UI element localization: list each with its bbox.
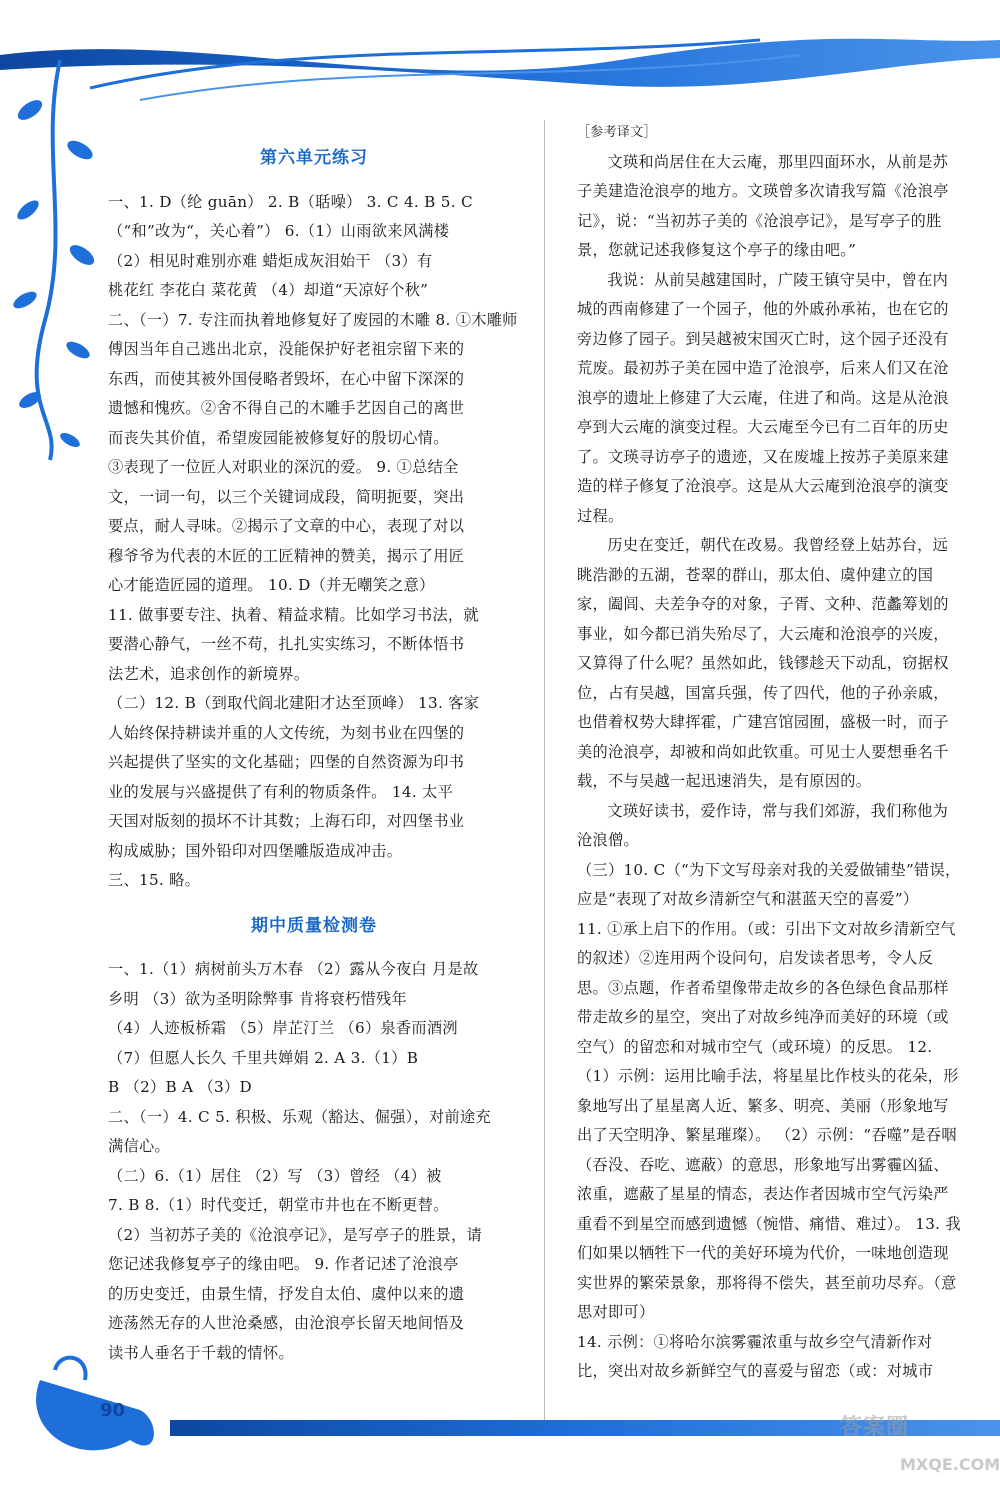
answer-line: 穆爷爷为代表的木匠的工匠精神的赞美，揭示了用匠 xyxy=(108,546,465,565)
answer-line: 心才能造匠园的道理。 10. D（并无嘲笑之意） xyxy=(108,576,435,594)
answer-line: 三、15. 略。 xyxy=(108,871,201,889)
translation-paragraph: 我说：从前吴越建国时，广陵王镇守吴中，曾在内城的西南修建了一个园子，他的外戚孙承祐，也在它的旁边修了园子。到吴越被宋国灭亡时，这个园子还没有荒废。最初苏子美在园中造了沧浪亭，后来人们又在沧浪亭的遗址上修建了大云庵，住进了和尚。这是从沧浪亭到大云庵的演变过程。大云庵至今已有二百年的历史了。文瑛寻访亭子的遗迹，又在废墟上按苏子美原来建造的样子修复了沧浪亭。这是从大云庵到沧浪亭的演变过程。 xyxy=(577,270,949,525)
answer-line: 乡明 （3）欲为圣明除弊事 肯将衰朽惜残年 xyxy=(108,989,407,1008)
translation-paragraph: 文瑛好读书，爱作诗，常与我们郊游，我们称他为沧浪僧。 xyxy=(577,801,949,849)
answer-line: 要潜心静气，一丝不苟，扎扎实实练习，不断体悟书 xyxy=(108,635,465,653)
translation-paragraph: 文瑛和尚居住在大云庵，那里四面环水，从前是苏子美建造沧浪亭的地方。文瑛曾多次请我写篇《沧浪亭记》，说：“当初苏子美的《沧浪亭记》，是写亭子的胜景，您就记述我修复这个亭子的缘由吧。” xyxy=(577,152,949,259)
watermark-logo: 答案圈 xyxy=(840,1415,910,1440)
left-column xyxy=(108,140,520,1368)
answer-line: 您记述我修复亭子的缘由吧。 9. 作者记述了沧浪亭 xyxy=(108,1255,459,1273)
header-swoosh xyxy=(0,39,1000,100)
answer-line: 人始终保持耕读并重的人文传统，为刻书业在四堡的 xyxy=(108,723,465,742)
watermark-url: MXQE.COM xyxy=(900,1455,1000,1474)
answer-line: 构成威胁；国外铅印对四堡雕版造成冲击。 xyxy=(108,841,403,860)
answer-line: 满信心。 xyxy=(108,1137,170,1155)
answer-line: （二）6.（1）居住 （2）写 （3）曾经 （4）被 xyxy=(108,1166,442,1185)
midterm-answers xyxy=(108,955,520,1368)
right-column xyxy=(577,118,962,1387)
page-number: 90 xyxy=(100,1400,126,1421)
translation-paragraph: 历史在变迁，朝代在改易。我曾经登上姑苏台，远眺浩渺的五湖，苍翠的群山，那太伯、虞仲建立的国家，阖闾、夫差争夺的对象，子胥、文种、范蠡筹划的事业，如今都已消失殆尽了，大云庵和沧浪亭的兴废，又算得了什么呢？虽然如此，钱镠趁天下动乱，窃据权位，占有吴越，国富兵强，传了四代，他的子孙亲戚，也借着权势大肆挥霍，广建宫馆园囿，盛极一时，而子美的沧浪亭，却被和尚如此钦重。可见士人要想垂名千载，不与吴越一起迅速消失，是有原因的。 xyxy=(577,536,949,790)
answer-paragraph: 14. 示例：①将哈尔滨雾霾浓重与故乡空气清新作对比，突出对故乡新鲜空气的喜爱与留恋（或：对城市 xyxy=(577,1332,934,1380)
answer-line: 一、1.（1）病树前头万木春 （2）露从今夜白 月是故 xyxy=(108,960,479,978)
section-title-midterm: 期中质量检测卷 xyxy=(251,915,377,936)
answer-line: 文，一词一句，以三个关键词成段，简明扼要，突出 xyxy=(108,487,465,506)
answer-line: ③表现了一位匠人对职业的深沉的爱。 9. ①总结全 xyxy=(108,458,459,476)
answer-line: B （2）B A （3）D xyxy=(108,1078,252,1096)
part3-answers xyxy=(577,856,962,1387)
answer-line: 一、1. D（纶 guān） 2. B（聒噪） 3. C 4. B 5. C xyxy=(108,192,473,211)
answer-line: 而丧失其价值，希望废园能被修复好的殷切心情。 xyxy=(108,428,449,447)
answer-line: 傅因当年自己逃出北京，没能保护好老祖宗留下来的 xyxy=(108,340,465,358)
answer-line: （7）但愿人长久 千里共婵娟 2. A 3.（1）B xyxy=(108,1048,419,1067)
answer-line: 兴起提供了坚实的文化基础；四堡的自然资源为印书 xyxy=(108,753,465,771)
answer-paragraph: （三）10. C（“为下文写母亲对我的关爱做铺垫”错误，应是“表现了对故乡清新空气和湛蓝天空的喜爱”） xyxy=(577,860,961,908)
answer-line: 二、（一）4. C 5. 积极、乐观（豁达、倔强），对前途充 xyxy=(108,1107,492,1126)
section-title-unit6: 第六单元练习 xyxy=(260,148,368,168)
unit6-answers xyxy=(108,188,520,896)
column-divider xyxy=(544,120,545,1420)
answer-line: 二、（一）7. 专注而执着地修复好了废园的木雕 8. ①木雕师 xyxy=(108,310,518,329)
answer-line: （2）相见时难别亦难 蜡炬成灰泪始干 （3）有 xyxy=(108,251,433,270)
answer-paragraph: 11. ①承上启下的作用。（或：引出下文对故乡清新空气的叙述）②连用两个设问句，启发读者思考，令人反思。③点题，作者希望像带走故乡的各色绿色食品那样带走故乡的星空，突出了对故乡纯净而美好的环境（或空气）的留恋和对城市空气（或环境）的反思。 12.（1）示例：运用比喻手法，将星星比作枝头的花朵，形象地写出了星星离人近、繁多、明亮、美丽（形象地写出了天空明净、繁星璀璨）。 （2）示例：“吞噬”是吞咽（吞没、吞吃、遮蔽）的意思，形象地写出雾霾凶猛、浓重，遮蔽了星星的情态，表达作者因城市空气污染严重看不到星空而感到遗憾（惋惜、痛惜、难过）。 13. 我们如果以牺牲下一代的美好环境为代价，一味地创造现实世界的繁荣景象，那将得不偿失，甚至前功尽弃。（意思对即可） xyxy=(577,919,961,1321)
answer-line: （4）人迹板桥霜 （5）岸芷汀兰 （6）泉香而酒洌 xyxy=(108,1019,458,1037)
answer-line: 东西，而使其被外国侵略者毁坏，在心中留下深深的 xyxy=(108,369,465,388)
answer-line: 天国对版刻的损坏不计其数；上海石印，对四堡书业 xyxy=(108,812,465,830)
answer-line: 业的发展与兴盛提供了有利的物质条件。 14. 太平 xyxy=(108,782,454,801)
answer-line: 读书人垂名于千载的情怀。 xyxy=(108,1343,294,1362)
answer-line: 遗憾和愧疚。②舍不得自己的木雕手艺因自己的离世 xyxy=(108,399,465,417)
reference-translation xyxy=(577,148,962,856)
answer-line: 要点，耐人寻味。②揭示了文章的中心，表现了对以 xyxy=(108,517,465,535)
answer-line: 迹荡然无存的人世沧桑感，由沧浪亭长留天地间悟及 xyxy=(108,1314,465,1332)
answer-line: 桃花红 李花白 菜花黄 （4）却道“天凉好个秋” xyxy=(108,281,429,299)
answer-line: 11. 做事要专注、执着、精益求精。比如学习书法，就 xyxy=(108,605,479,624)
translation-label: ［参考译文］ xyxy=(577,125,657,140)
answer-line: （“和”改为“，关心着”） 6.（1）山雨欲来风满楼 xyxy=(108,222,450,240)
answer-line: 的历史变迁，由景生情，抒发自太伯、虞仲以来的遗 xyxy=(108,1284,465,1303)
answer-line: （2）当初苏子美的《沧浪亭记》，是写亭子的胜景，请 xyxy=(108,1225,483,1244)
answer-line: （二）12. B（到取代阎北建阳才达至顶峰） 13. 客家 xyxy=(108,694,480,712)
answer-line: 7. B 8.（1）时代变迁，朝堂市井也在不断更替。 xyxy=(108,1196,449,1214)
vine-decoration xyxy=(11,60,98,460)
answer-line: 法艺术，追求创作的新境界。 xyxy=(108,664,310,683)
